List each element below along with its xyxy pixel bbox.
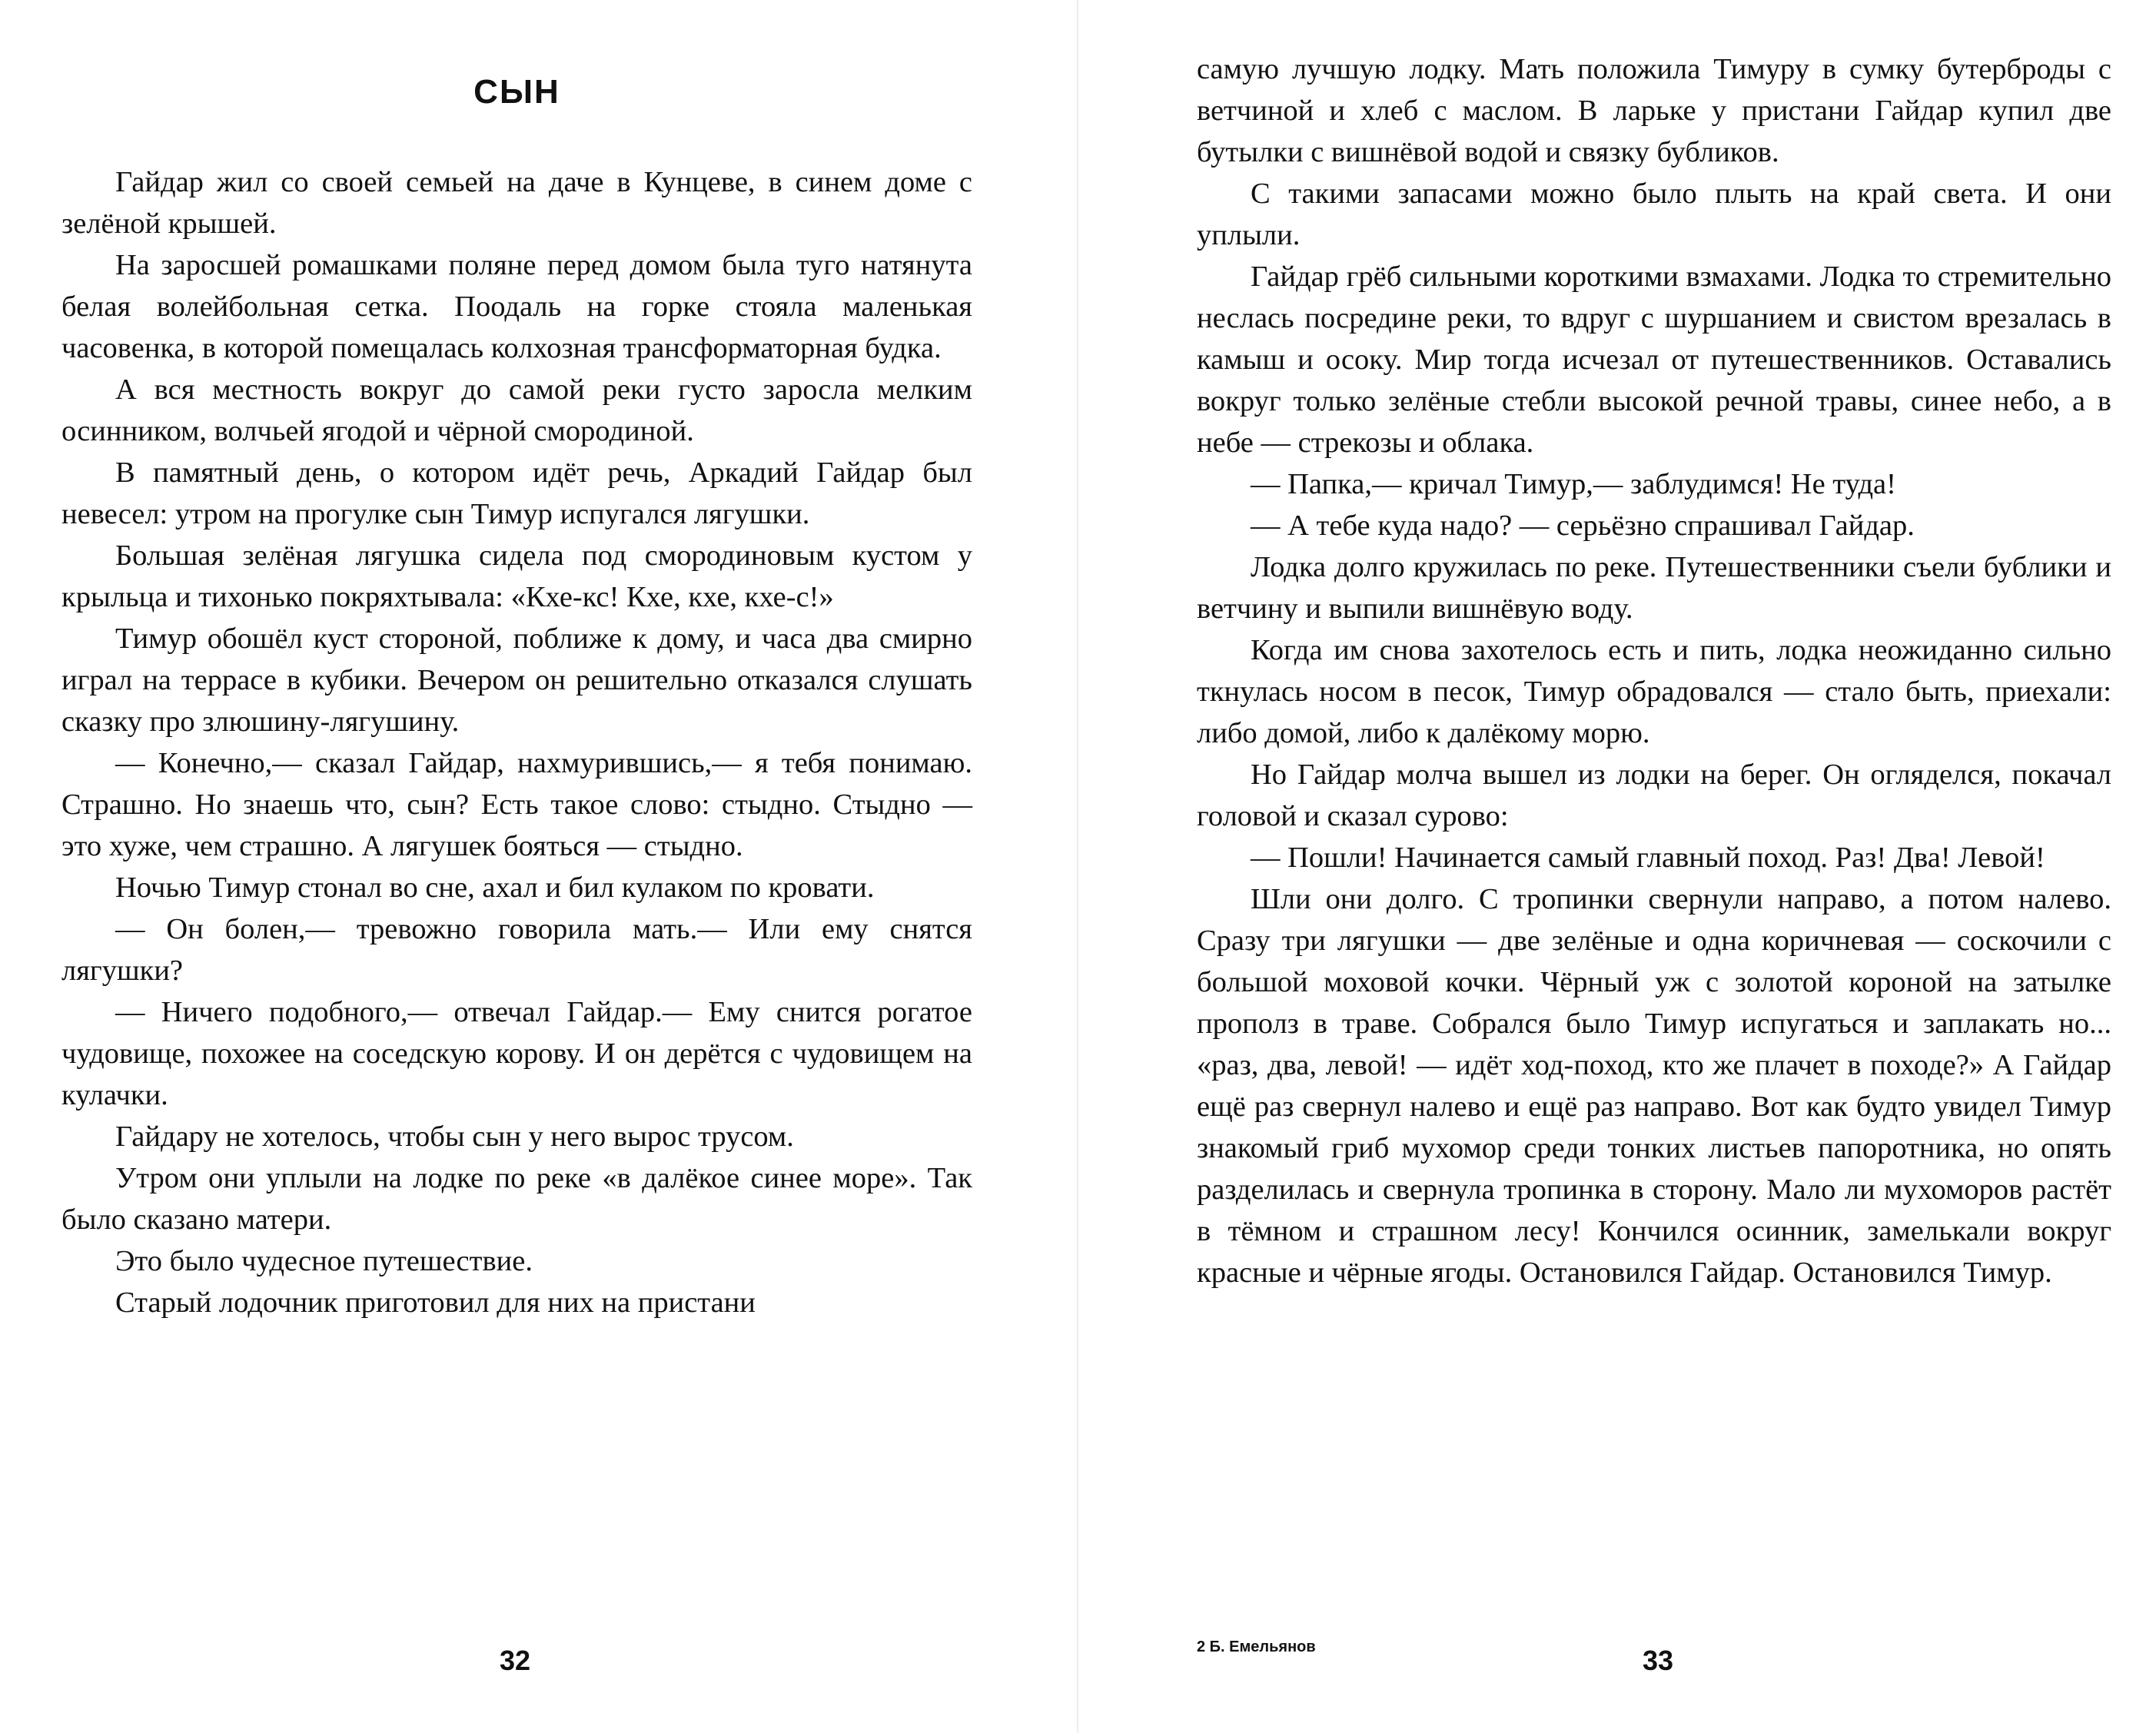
- paragraph: Гайдар грёб сильными короткими взмахами. Лодка то стремительно неслась посредине реки, то вдруг с шуршанием и свистом врезалась в камыш и осоку. Мир тогда исчезал от путешественников. Оставались вокруг только зелёные стебли высокой речной травы, синее небо, а в небе — стрекозы и облака.: [1197, 261, 2111, 459]
- printer-signature: 2 Б. Емельянов: [1197, 1638, 1316, 1655]
- paragraph: А вся местность вокруг до самой реки густо заросла мелким осинником, волчьей ягодой и чёрной смородиной.: [61, 373, 972, 447]
- paragraph: С такими запасами можно было плыть на край света. И они уплыли.: [1197, 178, 2111, 251]
- paragraph: Гайдар жил со своей семьей на даче в Кунцеве, в синем доме с зелёной крышей.: [61, 166, 972, 240]
- paragraph: Старый лодочник приготовил для них на пристани: [115, 1286, 756, 1319]
- paragraph: Утром они уплыли на лодке по реке «в далёкое синее море». Так было сказано матери.: [61, 1162, 972, 1236]
- paragraph: Гайдару не хотелось, чтобы сын у него вырос трусом.: [115, 1120, 794, 1153]
- chapter-title: СЫН: [473, 73, 560, 111]
- paragraph: — Конечно,— сказал Гайдар, нахмурившись,— я тебя понимаю. Страшно. Но знаешь что, сын? Есть такое слово: стыдно. Стыдно — это хуже, чем страшно. А лягушек бояться — стыдно.: [61, 747, 972, 862]
- paragraph: — Пошли! Начинается самый главный поход. Раз! Два! Левой!: [1251, 842, 2045, 874]
- paragraph: В памятный день, о котором идёт речь, Аркадий Гайдар был невесел: утром на прогулке сын Тимур испугался лягушки.: [61, 456, 972, 530]
- paragraph: — Папка,— кричал Тимур,— заблудимся! Не туда!: [1251, 468, 1896, 500]
- paragraph: — Он болен,— тревожно говорила мать.— Или ему снятся лягушки?: [61, 913, 972, 987]
- paragraph: Но Гайдар молча вышел из лодки на берег. Он огляделся, покачал головой и сказал сурово:: [1197, 759, 2111, 832]
- paragraph: Когда им снова захотелось есть и пить, лодка неожиданно сильно ткнулась носом в песок, Тимур обрадовался — стало быть, приехали: либо домой, либо к далёкому морю.: [1197, 634, 2111, 749]
- page-number-right: 33: [1643, 1645, 1674, 1676]
- paragraph: самую лучшую лодку. Мать положила Тимуру в сумку бутерброды с ветчиной и хлеб с маслом. В ларьке у пристани Гайдар купил две бутылки с вишнёвой водой и связку бубликов.: [1197, 53, 2111, 168]
- paragraph: — А тебе куда надо? — серьёзно спрашивал Гайдар.: [1251, 510, 1915, 542]
- paragraph: Шли они долго. С тропинки свернули направо, а потом налево. Сразу три лягушки — две зелёные и одна коричневая — соскочили с большой моховой кочки. Чёрный уж с золотой короной на затылке прополз в траве. Собрался было Тимур испугаться и заплакать но... «раз, два, левой! — идёт ход-поход, кто же плачет в походе?» А Гайдар ещё раз свернул налево и ещё раз направо. Вот как будто увидел Тимур знакомый гриб мухомор среди тонких листьев папоротника, но опять разделилась и свернула тропинка в сторону. Мало ли мухоморов растёт в тёмном и страшном лесу! Кончился осинник, замелькали вокруг красные и чёрные ягоды. Остановился Гайдар. Остановился Тимур.: [1197, 883, 2111, 1289]
- paragraph: На заросшей ромашками поляне перед домом была туго натянута белая волейбольная сетка. Поодаль на горке стояла маленькая часовенка, в которой помещалась колхозная трансформаторная будка.: [61, 249, 972, 364]
- paragraph: Большая зелёная лягушка сидела под смородиновым кустом у крыльца и тихонько покряхтывала: «Кхе-кс! Кхе, кхе, кхе-с!»: [61, 539, 972, 613]
- paragraph: — Ничего подобного,— отвечал Гайдар.— Ему снится рогатое чудовище, похожее на соседскую корову. И он дерётся с чудовищем на кулачки.: [61, 996, 972, 1111]
- paragraph: Лодка долго кружилась по реке. Путешественники съели бублики и ветчину и выпили вишнёвую воду.: [1197, 551, 2111, 625]
- page-number-left: 32: [500, 1645, 531, 1676]
- paragraph: Это было чудесное путешествие.: [115, 1245, 533, 1277]
- paragraph: Ночью Тимур стонал во сне, ахал и бил кулаком по кровати.: [115, 871, 875, 904]
- left-page-text: [61, 161, 972, 1323]
- right-page-text: [1197, 48, 2111, 1293]
- right-page: [1078, 0, 2156, 1733]
- paragraph: Тимур обошёл куст стороной, поближе к дому, и часа два смирно играл на террасе в кубики. Вечером он решительно отказался слушать сказку про злюшину-лягушину.: [61, 622, 972, 738]
